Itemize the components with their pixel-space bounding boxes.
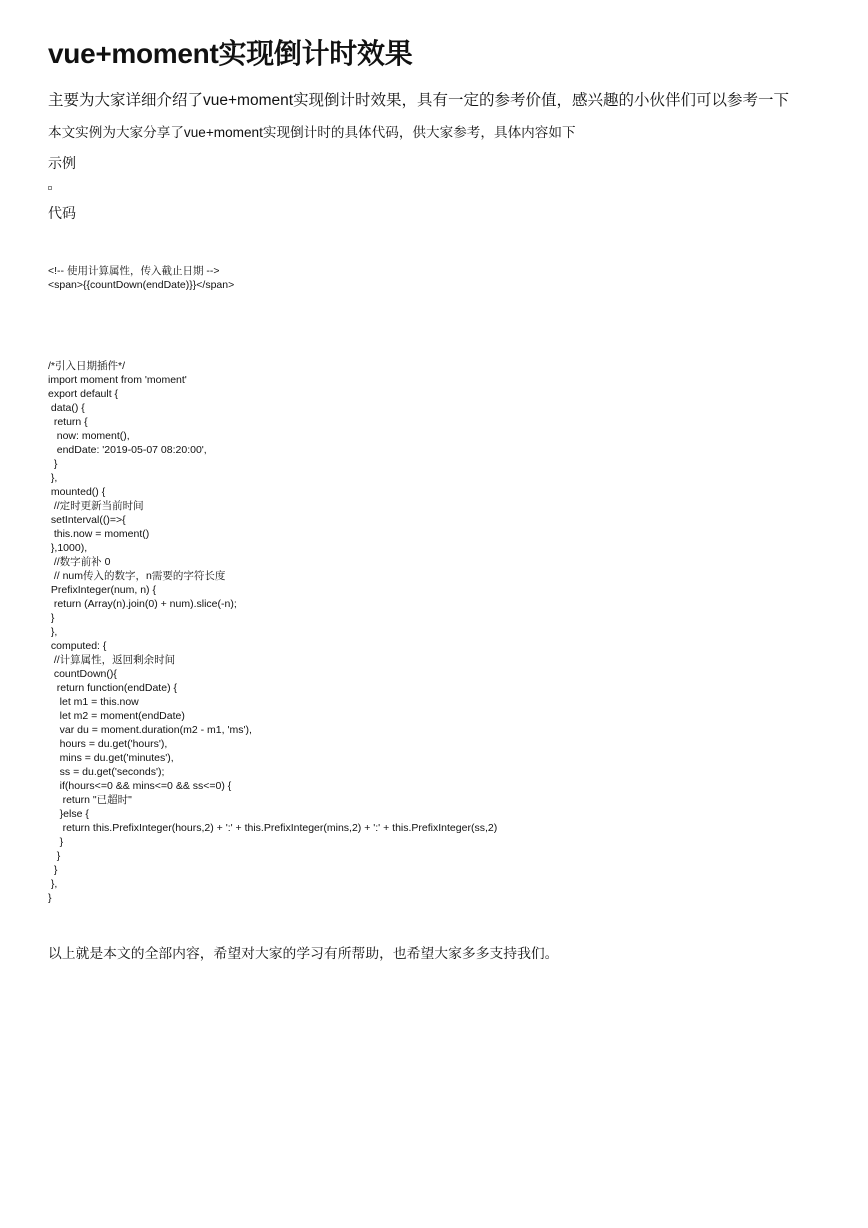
code-line: let m2 = moment(endDate) — [48, 710, 185, 722]
code-line: import moment from 'moment' — [48, 374, 187, 386]
code-line: hours = du.get('hours'), — [48, 738, 168, 750]
code-line: endDate: '2019-05-07 08:20:00', — [48, 444, 207, 456]
code-line: <span>{{countDown(endDate)}}</span> — [48, 279, 235, 291]
code-spacer — [48, 320, 828, 331]
code-line: } — [48, 836, 64, 848]
broken-image-icon — [48, 186, 52, 190]
code-line: setInterval(()=>{ — [48, 514, 126, 526]
article-summary: 主要为大家详细介绍了vue+moment实现倒计时效果，具有一定的参考价值，感兴趣的小伙伴们可以参考一下 — [48, 92, 790, 109]
article-intro: 本文实例为大家分享了vue+moment实现倒计时的具体代码，供大家参考，具体内容如下 — [48, 125, 576, 140]
code-heading: 代码 — [48, 205, 76, 221]
code-line: if(hours<=0 && mins<=0 && ss<=0) { — [48, 780, 232, 792]
code-line: //计算属性，返回剩余时间 — [48, 654, 176, 666]
code-line: mins = du.get('minutes'), — [48, 752, 174, 764]
code-line: <!-- 使用计算属性，传入截止日期 --> — [48, 265, 220, 277]
code-line: var du = moment.duration(m2 - m1, 'ms'), — [48, 724, 252, 736]
page-title: vue+moment实现倒计时效果 — [48, 38, 413, 69]
example-heading: 示例 — [48, 155, 76, 171]
code-line: mounted() { — [48, 486, 106, 498]
code-line: // num传入的数字，n需要的字符长度 — [48, 570, 226, 582]
code-line: //定时更新当前时间 — [48, 500, 144, 512]
code-line: let m1 = this.now — [48, 696, 139, 708]
code-line: //数字前补 0 — [48, 556, 111, 568]
code-line: return "已超时" — [48, 794, 132, 806]
code-line: },1000), — [48, 542, 88, 554]
code-line: }, — [48, 878, 58, 890]
code-line: return (Array(n).join(0) + num).slice(-n); — [48, 598, 237, 610]
code-line: data() { — [48, 402, 85, 414]
code-line: return function(endDate) { — [48, 682, 177, 694]
code-line: PrefixInteger(num, n) { — [48, 584, 156, 596]
code-line: export default { — [48, 388, 119, 400]
code-line: } — [48, 850, 61, 862]
template-code — [48, 264, 828, 292]
code-line: } — [48, 892, 52, 904]
code-line: ss = du.get('seconds'); — [48, 766, 165, 778]
code-line: return this.PrefixInteger(hours,2) + ':' + this.PrefixInteger(mins,2) + ':' + this.PrefixInteger(ss,2) — [48, 822, 498, 834]
code-line: countDown(){ — [48, 668, 117, 680]
code-block — [48, 236, 828, 933]
script-code — [48, 359, 828, 905]
code-line: }, — [48, 626, 58, 638]
code-line: this.now = moment() — [48, 528, 150, 540]
code-line: }, — [48, 472, 58, 484]
code-line: } — [48, 458, 58, 470]
code-line: }else { — [48, 808, 89, 820]
article — [48, 36, 828, 963]
code-line: return { — [48, 416, 88, 428]
article-conclusion: 以上就是本文的全部内容，希望对大家的学习有所帮助，也希望大家多多支持我们。 — [48, 946, 559, 961]
code-line: computed: { — [48, 640, 107, 652]
code-line: now: moment(), — [48, 430, 130, 442]
code-line: } — [48, 864, 58, 876]
code-line: /*引入日期插件*/ — [48, 360, 126, 372]
code-line: } — [48, 612, 55, 624]
